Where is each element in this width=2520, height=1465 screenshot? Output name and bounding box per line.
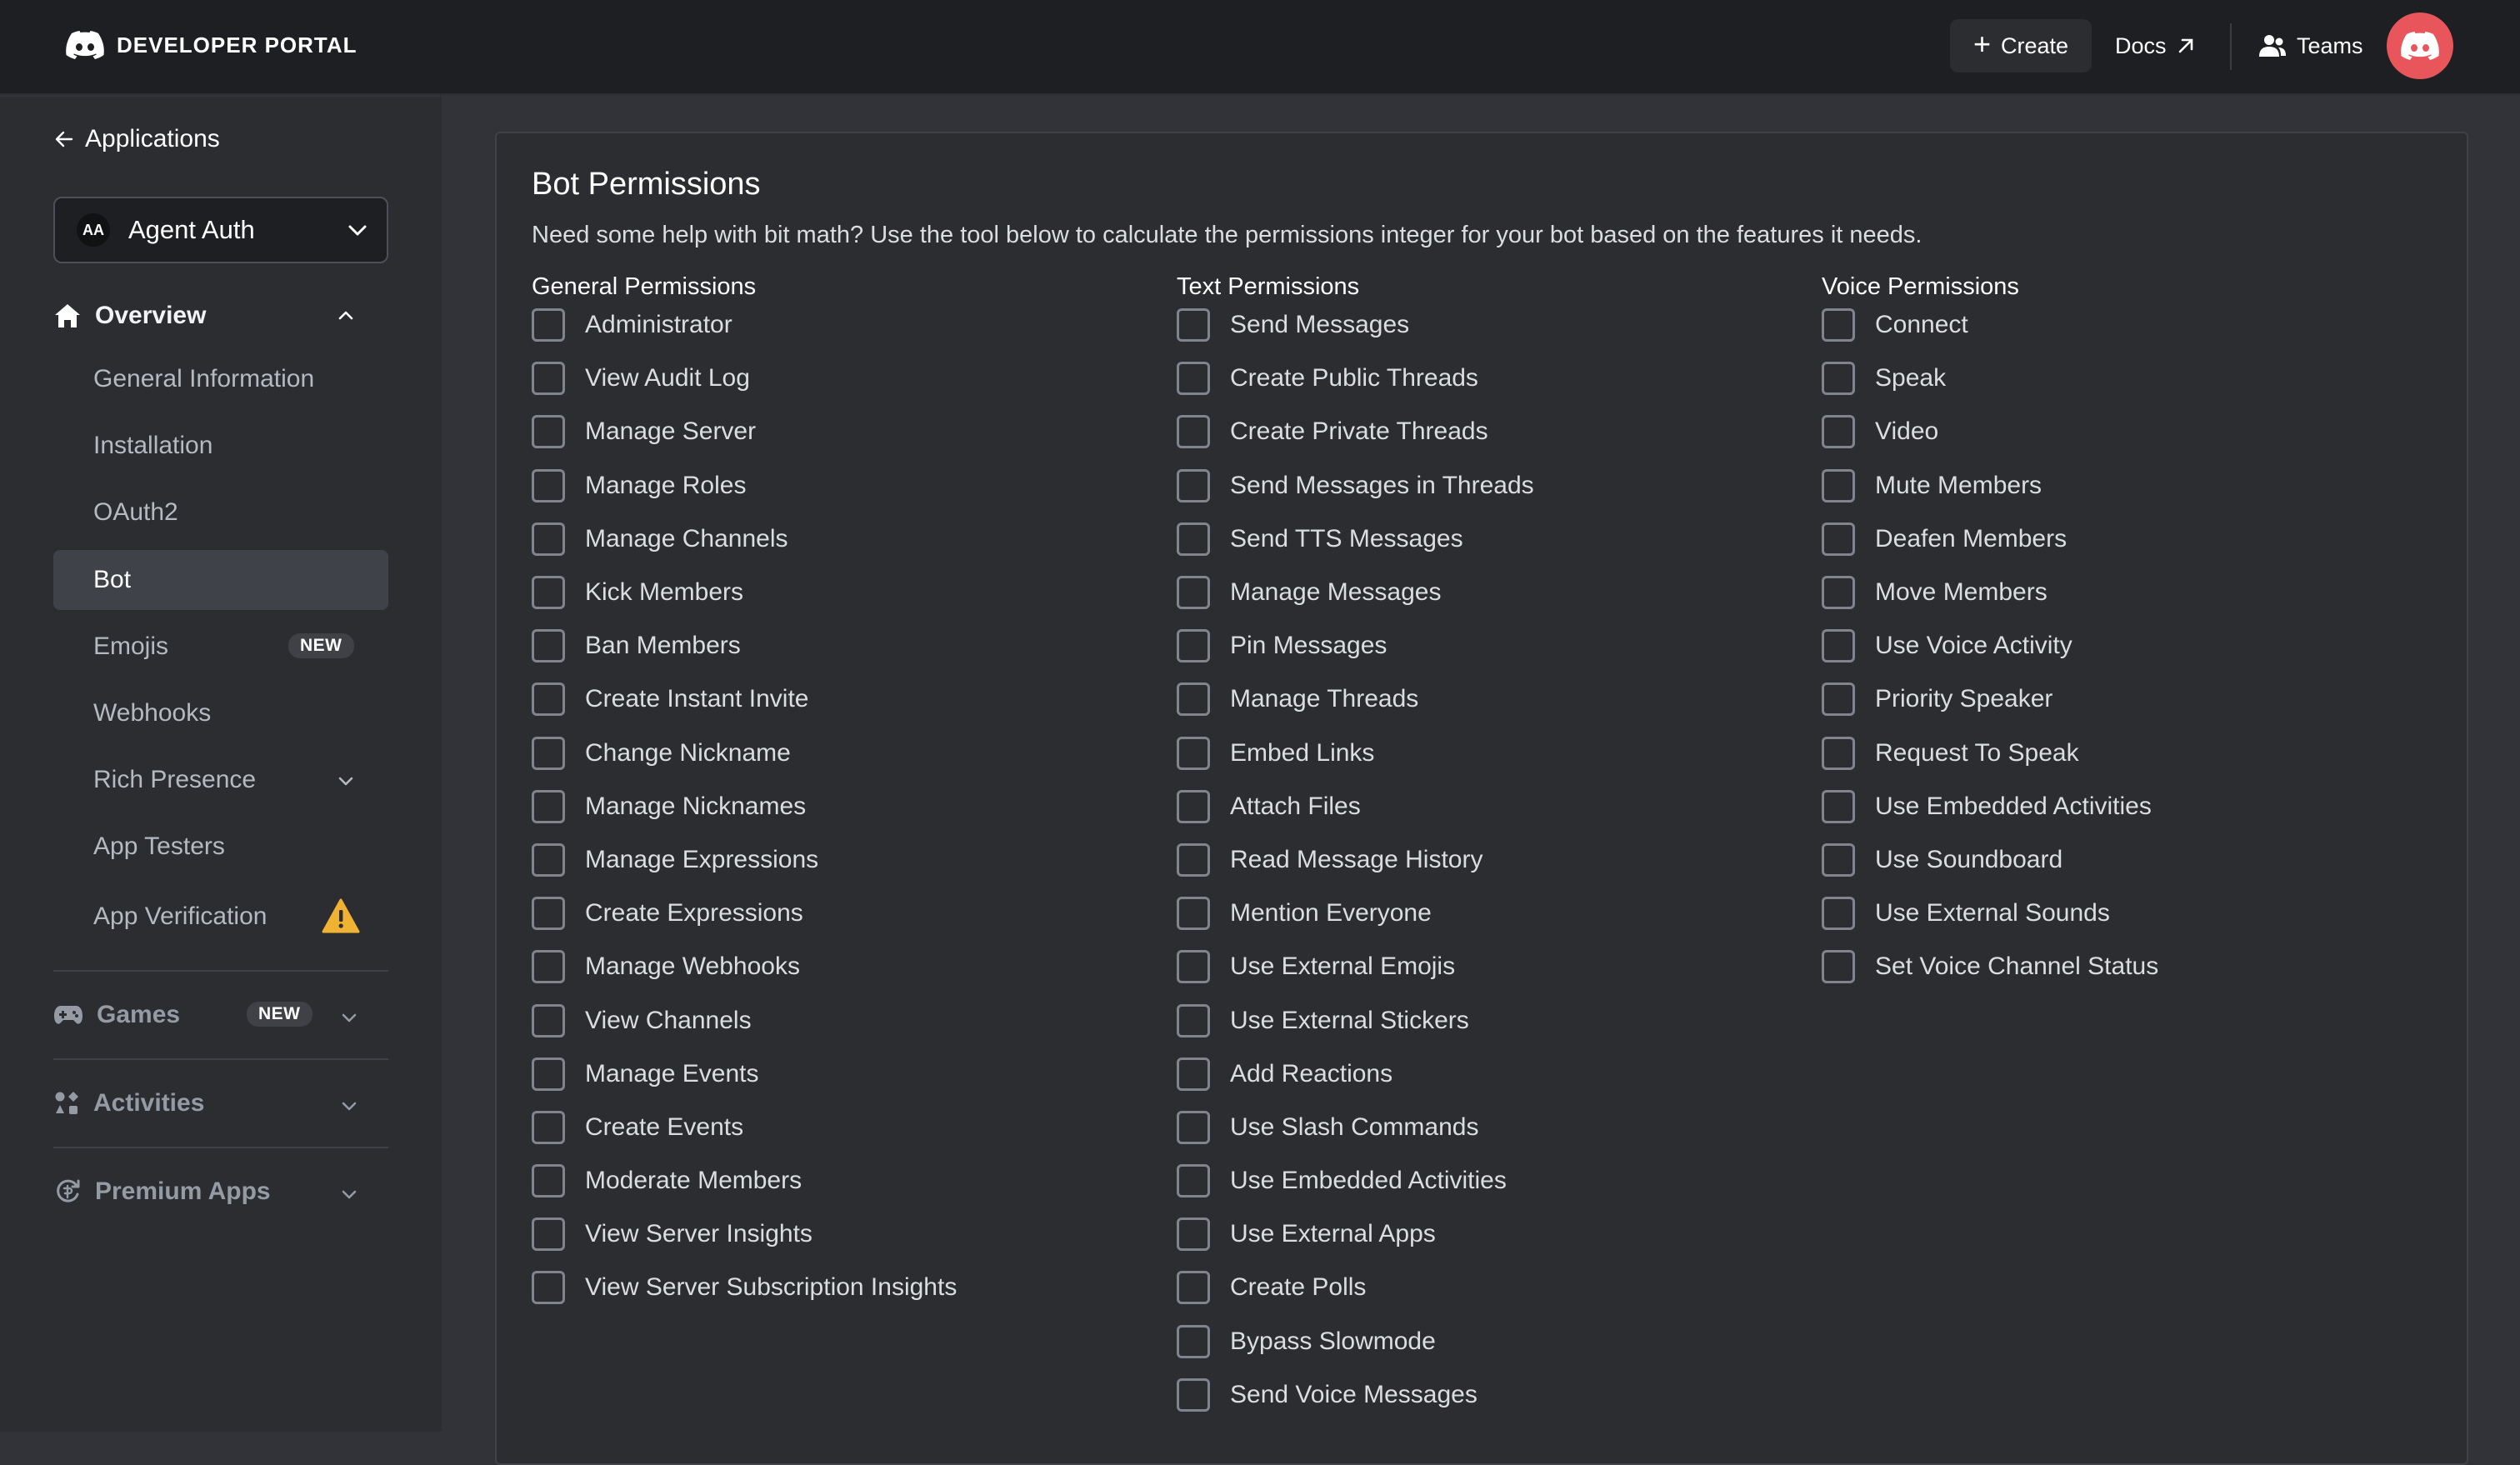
permission-checkbox-row[interactable] <box>1177 566 1534 619</box>
sidebar-item-label: Emojis <box>93 632 169 660</box>
sidebar-item-app-testers[interactable] <box>53 817 388 877</box>
warning-icon <box>322 898 360 933</box>
permission-label: Deafen Members <box>1875 524 2068 552</box>
activities-section-header[interactable] <box>53 1078 388 1128</box>
sidebar-item-app-verification[interactable] <box>53 887 388 947</box>
permission-label: Use Slash Commands <box>1230 1112 1479 1141</box>
permission-checkbox-row[interactable] <box>1177 1101 1534 1154</box>
permission-checkbox-row[interactable] <box>532 1154 957 1208</box>
sidebar-item-label: General Information <box>93 365 315 392</box>
create-button[interactable] <box>1950 19 2092 72</box>
teams-label: Teams <box>2297 32 2363 58</box>
docs-link[interactable] <box>2115 19 2197 72</box>
permission-checkbox-row[interactable] <box>1177 1208 1534 1261</box>
permission-label: Manage Events <box>585 1059 759 1088</box>
permission-checkbox-row[interactable] <box>1177 459 1534 512</box>
checkbox[interactable] <box>1822 737 1855 770</box>
sidebar-item-label: Installation <box>93 432 213 459</box>
page-title: Bot Permissions <box>532 167 761 202</box>
checkbox[interactable] <box>532 897 565 930</box>
checkbox[interactable] <box>1177 1111 1210 1144</box>
sidebar-item-label: Rich Presence <box>93 766 257 793</box>
permission-checkbox-row[interactable] <box>532 780 957 833</box>
checkbox[interactable] <box>1177 1218 1210 1251</box>
permission-label: Use External Apps <box>1230 1220 1436 1248</box>
permission-checkbox-row[interactable] <box>1822 459 2158 512</box>
checkbox[interactable] <box>1177 469 1210 502</box>
permission-checkbox-row[interactable] <box>1177 298 1534 352</box>
checkbox[interactable] <box>532 790 565 823</box>
permission-checkbox-row[interactable] <box>1177 780 1534 833</box>
checkbox[interactable] <box>1177 843 1210 877</box>
checkbox[interactable] <box>1822 522 1855 556</box>
bot-permissions-card <box>495 132 2468 1465</box>
activities-icon <box>53 1090 80 1117</box>
permission-checkbox-row[interactable] <box>1822 512 2158 566</box>
permission-label: Use Soundboard <box>1875 845 2063 873</box>
permission-label: Connect <box>1875 311 1968 339</box>
permission-label: Send Messages in Threads <box>1230 471 1534 499</box>
activities-label: Activities <box>93 1089 205 1117</box>
permission-label: Speak <box>1875 364 1947 392</box>
new-badge: NEW <box>247 1002 312 1027</box>
permission-checkbox-row[interactable] <box>1822 566 2158 619</box>
permission-checkbox-row[interactable] <box>1177 940 1534 993</box>
sidebar-item-label: Webhooks <box>93 699 212 727</box>
permission-label: Read Message History <box>1230 845 1483 873</box>
permission-checkbox-row[interactable] <box>1822 833 2158 887</box>
checkbox[interactable] <box>532 576 565 609</box>
permission-checkbox-row[interactable] <box>1177 1261 1534 1314</box>
checkbox[interactable] <box>1177 1325 1210 1358</box>
checkbox[interactable] <box>1822 897 1855 930</box>
checkbox[interactable] <box>1177 682 1210 716</box>
column-title: Voice Permissions <box>1822 273 2019 300</box>
checkbox[interactable] <box>1177 362 1210 395</box>
permission-label: Send Voice Messages <box>1230 1380 1478 1408</box>
checkbox[interactable] <box>1822 843 1855 877</box>
checkbox[interactable] <box>1177 415 1210 448</box>
permission-label: Pin Messages <box>1230 632 1388 660</box>
permission-checkbox-row[interactable] <box>532 512 957 566</box>
checkbox[interactable] <box>532 682 565 716</box>
checkbox[interactable] <box>532 362 565 395</box>
sidebar-divider <box>53 1058 388 1060</box>
new-badge: NEW <box>288 633 354 658</box>
permission-checkbox-row[interactable] <box>1177 672 1534 726</box>
chevron-down-icon <box>340 1185 358 1203</box>
permission-label: Send TTS Messages <box>1230 524 1463 552</box>
checkbox[interactable] <box>532 629 565 662</box>
permission-checkbox-row[interactable] <box>532 672 957 726</box>
checkbox[interactable] <box>1822 790 1855 823</box>
permission-checkbox-row[interactable] <box>532 459 957 512</box>
checkbox[interactable] <box>1822 576 1855 609</box>
sidebar-item-installation[interactable] <box>53 416 388 476</box>
sidebar-item-label: App Testers <box>93 832 225 860</box>
checkbox[interactable] <box>532 1271 565 1304</box>
permission-checkbox-row[interactable] <box>1822 672 2158 726</box>
brand[interactable] <box>65 28 358 62</box>
permission-checkbox-row[interactable] <box>532 566 957 619</box>
brand-title: DEVELOPER PORTAL <box>117 32 358 58</box>
permission-checkbox-row[interactable] <box>1822 887 2158 940</box>
sidebar-item-oauth2[interactable] <box>53 482 388 542</box>
permission-checkbox-row[interactable] <box>1177 1315 1534 1368</box>
permission-label: Send Messages <box>1230 311 1410 339</box>
sidebar-item-rich-presence[interactable] <box>53 750 388 810</box>
permission-label: Manage Messages <box>1230 578 1442 607</box>
external-arrow-icon <box>2175 35 2197 57</box>
permission-checkbox-row[interactable] <box>1822 619 2158 672</box>
permission-label: Set Voice Channel Status <box>1875 952 2159 981</box>
permission-checkbox-row[interactable] <box>532 887 957 940</box>
checkbox[interactable] <box>1822 629 1855 662</box>
checkbox[interactable] <box>1177 737 1210 770</box>
checkbox[interactable] <box>532 737 565 770</box>
permission-label: View Server Subscription Insights <box>585 1273 958 1302</box>
permission-list <box>532 298 957 1315</box>
permission-label: Kick Members <box>585 578 744 607</box>
permission-checkbox-row[interactable] <box>1177 512 1534 566</box>
permission-checkbox-row[interactable] <box>1822 780 2158 833</box>
permission-checkbox-row[interactable] <box>1822 727 2158 780</box>
chevron-down-icon <box>347 220 368 242</box>
permission-label: Manage Server <box>585 418 757 446</box>
checkbox[interactable] <box>1177 790 1210 823</box>
permission-list <box>1822 298 2158 993</box>
checkbox[interactable] <box>532 843 565 877</box>
checkbox[interactable] <box>1177 1004 1210 1038</box>
permission-label: Use Embedded Activities <box>1230 1167 1507 1195</box>
permission-checkbox-row[interactable] <box>1177 833 1534 887</box>
checkbox[interactable] <box>1822 682 1855 716</box>
permission-label: Embed Links <box>1230 738 1375 767</box>
permission-checkbox-row[interactable] <box>1177 352 1534 405</box>
permission-label: Create Instant Invite <box>585 685 809 713</box>
text-permissions-column <box>1177 273 1534 1422</box>
permission-checkbox-row[interactable] <box>1822 352 2158 405</box>
permission-checkbox-row[interactable] <box>532 727 957 780</box>
checkbox[interactable] <box>1177 1271 1210 1304</box>
premium-apps-section-header[interactable] <box>53 1167 388 1217</box>
checkbox[interactable] <box>1822 469 1855 502</box>
chevron-up-icon <box>337 307 355 325</box>
permission-checkbox-row[interactable] <box>532 1101 957 1154</box>
chevron-down-icon <box>340 1097 358 1115</box>
permission-checkbox-row[interactable] <box>1822 405 2158 458</box>
checkbox[interactable] <box>1177 897 1210 930</box>
permission-label: Use External Stickers <box>1230 1006 1469 1034</box>
checkbox[interactable] <box>532 1058 565 1091</box>
permission-label: Priority Speaker <box>1875 685 2053 713</box>
top-bar <box>0 0 2520 95</box>
sidebar-item-bot[interactable] <box>53 550 388 610</box>
checkbox[interactable] <box>1822 308 1855 342</box>
permission-label: Manage Channels <box>585 524 788 552</box>
checkbox[interactable] <box>1177 576 1210 609</box>
sidebar-item-webhooks[interactable] <box>53 683 388 743</box>
permission-checkbox-row[interactable] <box>1177 1048 1534 1101</box>
overview-label: Overview <box>95 302 207 329</box>
sidebar-divider <box>53 1147 388 1148</box>
permission-checkbox-row[interactable] <box>532 940 957 993</box>
discord-avatar-icon <box>2399 29 2441 62</box>
permission-label: Manage Expressions <box>585 845 819 873</box>
checkbox[interactable] <box>1177 1164 1210 1198</box>
discord-logo-icon <box>65 28 105 62</box>
permission-label: Video <box>1875 418 1939 446</box>
checkbox[interactable] <box>1177 950 1210 983</box>
permission-label: Use External Sounds <box>1875 899 2110 928</box>
sidebar-item-label: App Verification <box>93 902 268 930</box>
chevron-down-icon <box>340 1008 358 1027</box>
sidebar-item-general-information[interactable] <box>53 349 388 409</box>
permission-checkbox-row[interactable] <box>532 1048 957 1101</box>
checkbox[interactable] <box>532 308 565 342</box>
checkbox[interactable] <box>1177 629 1210 662</box>
permission-label: Moderate Members <box>585 1167 802 1195</box>
checkbox[interactable] <box>532 1164 565 1198</box>
checkbox[interactable] <box>1822 415 1855 448</box>
premium-refresh-icon <box>53 1178 82 1206</box>
permission-checkbox-row[interactable] <box>532 1208 957 1261</box>
permission-label: Create Polls <box>1230 1273 1367 1302</box>
checkbox[interactable] <box>1177 1058 1210 1091</box>
permission-label: Manage Roles <box>585 471 747 499</box>
permission-checkbox-row[interactable] <box>1177 887 1534 940</box>
sidebar-item-label: Bot <box>93 566 132 593</box>
permission-label: Move Members <box>1875 578 2048 607</box>
permission-checkbox-row[interactable] <box>1822 940 2158 993</box>
games-section-header[interactable] <box>53 990 388 1040</box>
checkbox[interactable] <box>532 1004 565 1038</box>
permission-label: Administrator <box>585 311 732 339</box>
permission-checkbox-row[interactable] <box>1177 993 1534 1047</box>
permission-label: Create Expressions <box>585 899 803 928</box>
permission-checkbox-row[interactable] <box>532 993 957 1047</box>
permission-checkbox-row[interactable] <box>1177 1154 1534 1208</box>
back-to-applications-link[interactable] <box>53 125 220 153</box>
permission-label: Create Public Threads <box>1230 364 1478 392</box>
checkbox[interactable] <box>1177 308 1210 342</box>
user-avatar[interactable] <box>2387 12 2453 79</box>
permission-checkbox-row[interactable] <box>532 619 957 672</box>
column-title: Text Permissions <box>1177 273 1360 300</box>
permission-label: View Channels <box>585 1006 752 1034</box>
permission-label: Mention Everyone <box>1230 899 1432 928</box>
chevron-down-icon <box>337 772 355 790</box>
page-description: Need some help with bit math? Use the tool below to calculate the permissions integer for your bot based on the features it needs. <box>532 222 1922 248</box>
permission-checkbox-row[interactable] <box>1822 298 2158 352</box>
teams-button[interactable] <box>2258 19 2363 72</box>
permission-label: Use Embedded Activities <box>1875 792 2152 820</box>
permission-label: Create Events <box>585 1112 744 1141</box>
plus-icon: + <box>1972 27 1991 61</box>
games-label: Games <box>97 1001 181 1028</box>
permission-checkbox-row[interactable] <box>1177 727 1534 780</box>
checkbox[interactable] <box>532 415 565 448</box>
permission-label: View Server Insights <box>585 1220 812 1248</box>
permission-label: Manage Nicknames <box>585 792 807 820</box>
people-icon <box>2258 33 2287 58</box>
voice-permissions-column <box>1822 273 2159 993</box>
checkbox[interactable] <box>1177 1378 1210 1412</box>
sidebar-item-label: OAuth2 <box>93 498 178 526</box>
home-icon <box>53 302 82 329</box>
permission-label: Attach Files <box>1230 792 1361 820</box>
checkbox[interactable] <box>532 469 565 502</box>
sidebar-item-emojis[interactable] <box>53 617 388 677</box>
permission-checkbox-row[interactable] <box>1177 405 1534 458</box>
permission-label: Add Reactions <box>1230 1059 1393 1088</box>
app-name: Agent Auth <box>128 215 255 244</box>
permission-checkbox-row[interactable] <box>532 1261 957 1314</box>
permission-label: Manage Threads <box>1230 685 1419 713</box>
column-title: General Permissions <box>532 273 757 300</box>
overview-section-header[interactable] <box>53 302 206 330</box>
checkbox[interactable] <box>1177 522 1210 556</box>
permission-checkbox-row[interactable] <box>1177 619 1534 672</box>
docs-link-label: Docs <box>2115 32 2167 58</box>
checkbox[interactable] <box>1822 362 1855 395</box>
permission-checkbox-row[interactable] <box>1177 1368 1534 1422</box>
arrow-left-icon <box>53 128 75 150</box>
permission-label: Change Nickname <box>585 738 791 767</box>
permission-label: Request To Speak <box>1875 738 2079 767</box>
app-avatar: AA <box>77 213 110 247</box>
permission-label: Ban Members <box>585 632 741 660</box>
permission-label: View Audit Log <box>585 364 750 392</box>
permission-list <box>1177 298 1534 1422</box>
top-divider <box>2230 23 2232 70</box>
checkbox[interactable] <box>1822 950 1855 983</box>
permission-label: Bypass Slowmode <box>1230 1327 1436 1355</box>
checkbox[interactable] <box>532 1218 565 1251</box>
sidebar <box>0 97 442 1432</box>
permission-label: Use Voice Activity <box>1875 632 2072 660</box>
application-selector[interactable] <box>53 197 388 263</box>
checkbox[interactable] <box>532 522 565 556</box>
back-link-label: Applications <box>85 125 220 152</box>
permission-label: Mute Members <box>1875 471 2042 499</box>
permission-label: Create Private Threads <box>1230 418 1488 446</box>
create-button-label: Create <box>2000 32 2069 58</box>
permission-label: Use External Emojis <box>1230 952 1456 981</box>
permission-checkbox-row[interactable] <box>532 833 957 887</box>
checkbox[interactable] <box>532 1111 565 1144</box>
sidebar-divider <box>53 970 388 972</box>
checkbox[interactable] <box>532 950 565 983</box>
permission-checkbox-row[interactable] <box>532 298 957 352</box>
permission-label: Manage Webhooks <box>585 952 800 981</box>
gamepad-icon <box>53 1003 83 1027</box>
permission-checkbox-row[interactable] <box>532 405 957 458</box>
permission-checkbox-row[interactable] <box>532 352 957 405</box>
general-permissions-column <box>532 273 958 1315</box>
premium-apps-label: Premium Apps <box>95 1178 271 1205</box>
